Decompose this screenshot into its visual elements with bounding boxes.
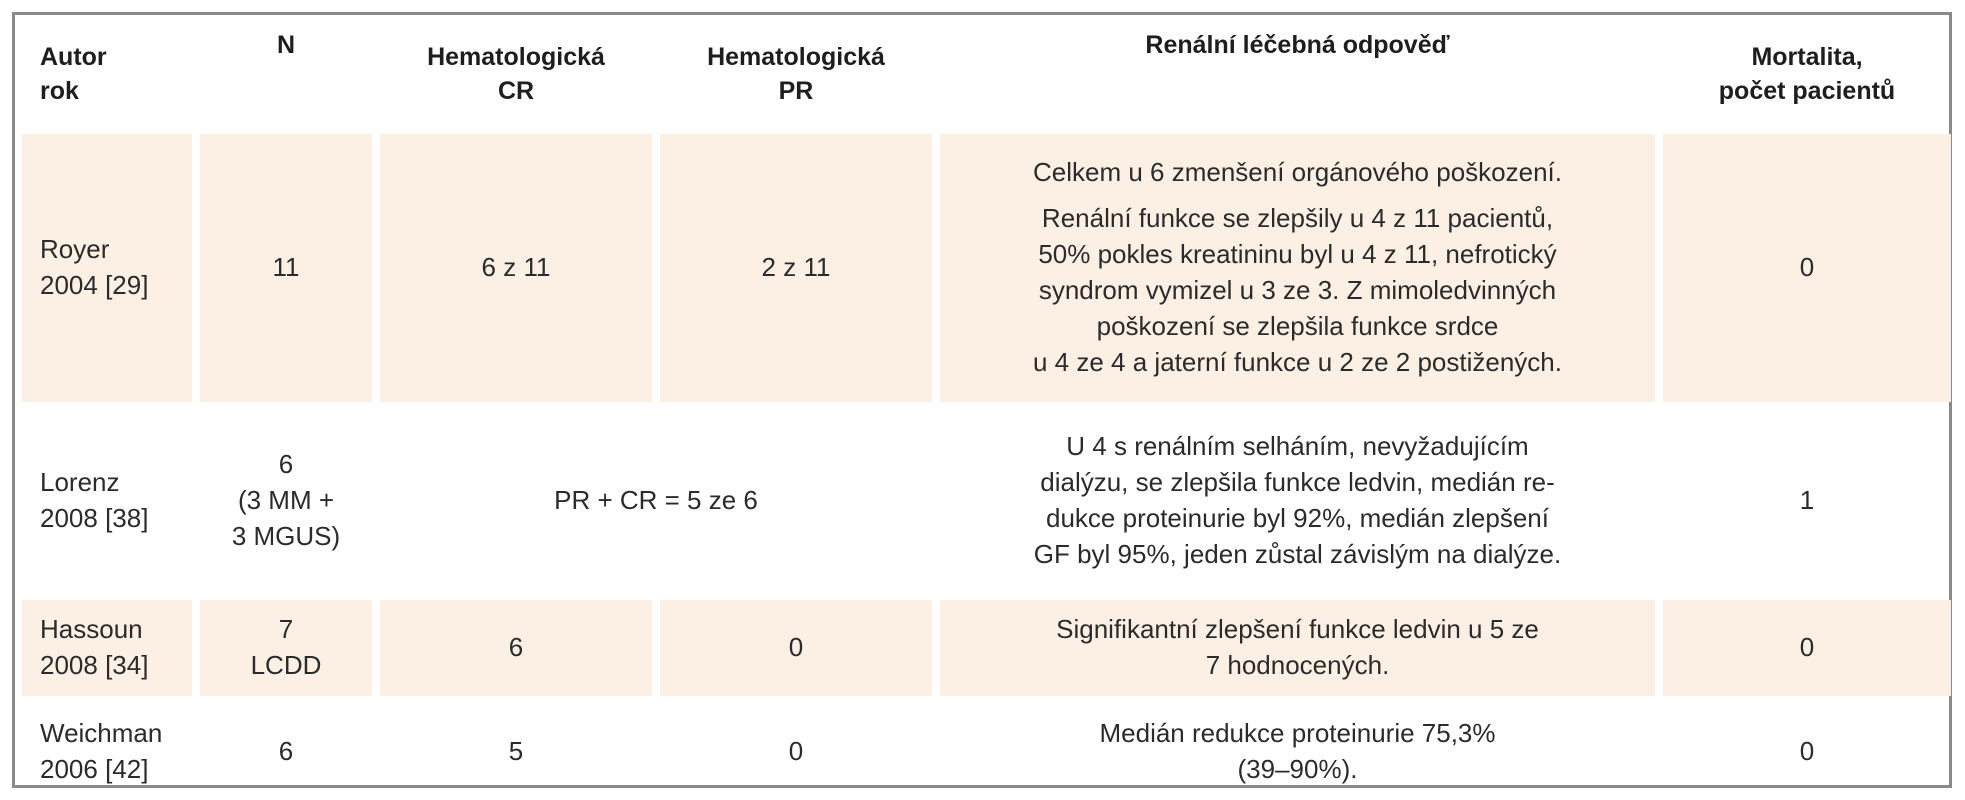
header-mortality	[1663, 22, 1951, 126]
hpr-value: 2 z 11	[761, 252, 831, 283]
table-row-royer-author	[22, 134, 192, 402]
header-hcr-line: Hematologická	[427, 42, 605, 71]
mortality-value: 0	[1799, 632, 1815, 663]
author-name: Weichman	[40, 718, 163, 749]
table-row-royer-renal	[940, 134, 1655, 402]
table-row-hassoun-n	[200, 600, 372, 696]
table-row-weichman-hcr	[380, 704, 652, 800]
header-n-line: N	[276, 31, 296, 59]
table-row-weichman-n	[200, 704, 372, 800]
renal-text-line: dukce proteinurie byl 92%, medián zlepšení	[1046, 503, 1549, 533]
author-year-ref: 2006 [42]	[40, 754, 149, 784]
table-row-weichman-author	[22, 704, 192, 800]
author-year-ref: 2004 [29]	[40, 270, 149, 300]
table-row-lorenz-author	[22, 410, 192, 592]
hpr-value: 0	[788, 736, 804, 767]
hcr-value: 5	[508, 736, 524, 767]
header-mort-line: počet pacientů	[1718, 77, 1896, 105]
renal-text-line: (39–90%).	[1237, 754, 1358, 784]
table-row-royer-hcr	[380, 134, 652, 402]
renal-text-line: syndrom vymizel u 3 ze 3. Z mimoledvinných	[1038, 275, 1557, 305]
renal-text-line: poškození se zlepšila funkce srdce	[1096, 310, 1499, 341]
header-hcr-line: CR	[497, 77, 535, 105]
table-row-weichman-mortality	[1663, 704, 1951, 800]
header-renal-response	[940, 22, 1655, 126]
header-hematologic-pr	[660, 22, 932, 126]
renal-text-line: 50% pokles kreatininu byl u 4 z 11, nefrotický	[1038, 239, 1557, 270]
table-row-hassoun-renal	[940, 600, 1655, 696]
table-row-hassoun-hpr	[660, 600, 932, 696]
renal-text-line: Celkem u 6 zmenšení orgánového poškození.	[1033, 157, 1562, 188]
author-year-ref: 2008 [34]	[40, 650, 149, 680]
author-year-ref: 2008 [38]	[40, 503, 149, 533]
n-value: 11	[272, 252, 300, 283]
renal-text-line: Medián redukce proteinurie 75,3%	[1099, 718, 1496, 749]
mortality-value: 1	[1799, 485, 1815, 516]
renal-text-line: U 4 s renálním selháním, nevyžadujícím	[1066, 431, 1529, 462]
table-row-royer-mortality	[1663, 134, 1951, 402]
header-hpr-line: PR	[778, 77, 814, 105]
renal-text-line: u 4 ze 4 a jaterní funkce u 2 ze 2 postižených.	[1033, 346, 1562, 377]
n-detail: (3 MM +	[237, 485, 335, 516]
table-row-lorenz-n	[200, 410, 372, 592]
table-row-weichman-renal	[940, 704, 1655, 800]
mortality-value: 0	[1799, 736, 1815, 767]
renal-text-line: Renální funkce se zlepšily u 4 z 11 pacientů,	[1041, 203, 1554, 234]
table-row-hassoun-hcr	[380, 600, 652, 696]
n-detail: 3 MGUS)	[231, 520, 341, 551]
table-row-weichman-hpr	[660, 704, 932, 800]
table-row-royer-n	[200, 134, 372, 402]
renal-text-line: Signifikantní zlepšení funkce ledvin u 5 ze	[1056, 614, 1539, 645]
header-hematologic-cr	[380, 22, 652, 126]
n-detail: LCDD	[250, 650, 322, 680]
renal-text-line: dialýzu, se zlepšila funkce ledvin, medián re-	[1040, 467, 1555, 498]
header-hpr-line: Hematologická	[707, 42, 885, 71]
header-n	[200, 22, 372, 126]
author-name: Royer	[40, 234, 110, 265]
table-row-lorenz-renal	[940, 410, 1655, 592]
table-row-hassoun-mortality	[1663, 600, 1951, 696]
renal-text-line: 7 hodnocených.	[1205, 650, 1390, 680]
hcr-value: 6	[508, 632, 524, 663]
table-row-lorenz-mortality	[1663, 410, 1951, 592]
header-author-line: Autor	[40, 42, 107, 71]
author-name: Hassoun	[40, 614, 143, 645]
table-row-hassoun-author	[22, 600, 192, 696]
combined-value: PR + CR = 5 ze 6	[554, 485, 758, 516]
header-author-line: rok	[40, 77, 79, 105]
hcr-value: 6 z 11	[481, 252, 551, 283]
n-value: 6	[278, 449, 294, 480]
header-author	[22, 22, 192, 126]
header-mort-line: Mortalita,	[1751, 42, 1863, 71]
mortality-value: 0	[1799, 252, 1815, 283]
table-row-royer-hpr	[660, 134, 932, 402]
renal-text-line: GF byl 95%, jeden zůstal závislým na dialýze.	[1033, 538, 1562, 569]
n-value: 6	[278, 736, 294, 767]
header-renal-line: Renální léčebná odpověď	[1145, 31, 1450, 59]
hpr-value: 0	[788, 632, 804, 663]
n-value: 7	[278, 614, 294, 645]
table-row-lorenz-combined-response	[380, 410, 932, 592]
author-name: Lorenz	[40, 467, 120, 498]
results-table	[22, 22, 1959, 800]
